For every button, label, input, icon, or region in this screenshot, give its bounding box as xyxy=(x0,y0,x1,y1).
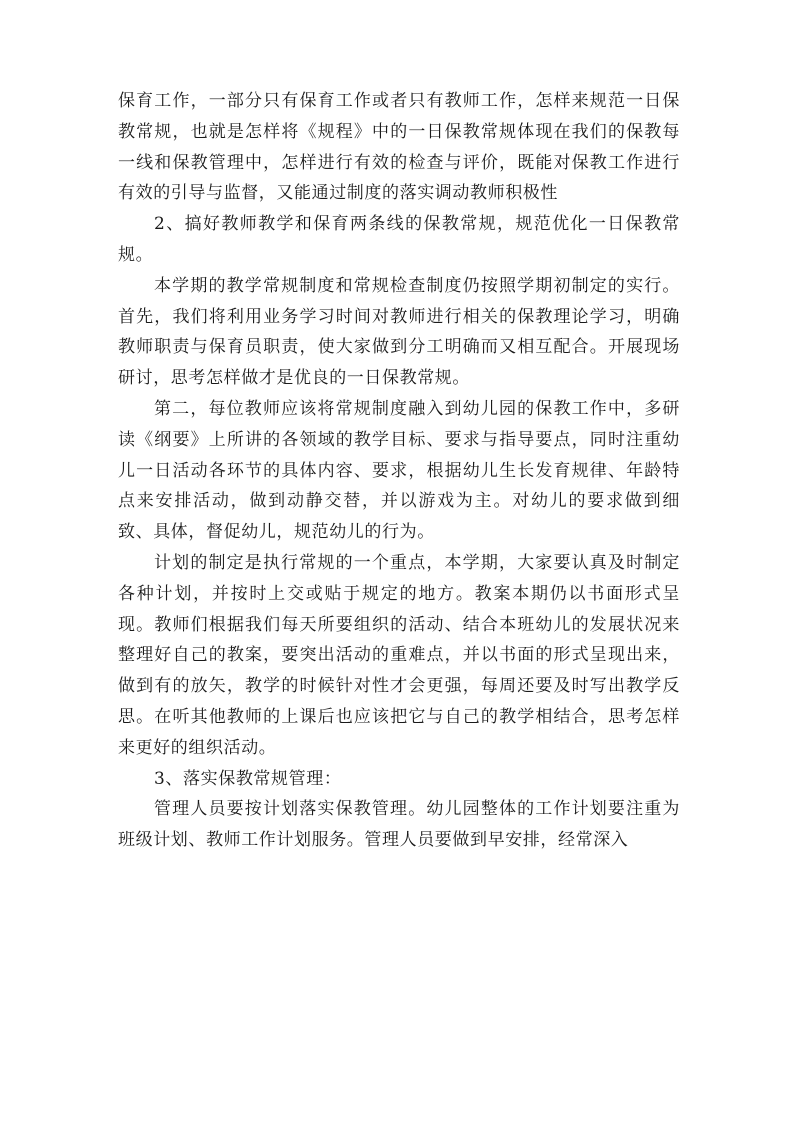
paragraph-5: 计划的制定是执行常规的一个重点，本学期，大家要认真及时制定各种计划，并按时上交或贴于规定的地方。教案本期仍以书面形式呈现。教师们根据我们每天所要组织的活动、结合本班幼儿的发展状况来整理好自己的教案，要突出活动的重难点，并以书面的形式呈现出来，做到有的放矢，教学的时候针对性才会更强，每周还要及时写出教学反思。在听其他教师的上课后也应该把它与自己的教学相结合，思考怎样来更好的组织活动。 xyxy=(118,552,680,758)
paragraph-1: 保育工作，一部分只有保育工作或者只有教师工作，怎样来规范一日保教常规，也就是怎样将《规程》中的一日保教常规体现在我们的保教每一线和保教管理中，怎样进行有效的检查与评价，既能对保教工作进行有效的引导与监督，又能通过制度的落实调动教师积极性 xyxy=(118,91,680,204)
paragraph-3: 本学期的教学常规制度和常规检查制度仍按照学期初制定的实行。首先，我们将利用业务学习时间对教师进行相关的保教理论学习，明确教师职责与保育员职责，使大家做到分工明确而又相互配合。开展现场研讨，思考怎样做才是优良的一日保教常规。 xyxy=(118,275,680,389)
document-page xyxy=(118,86,680,856)
paragraph-4: 第二，每位教师应该将常规制度融入到幼儿园的保教工作中，多研读《纲要》上所讲的各领域的教学目标、要求与指导要点，同时注重幼儿一日活动各环节的具体内容、要求，根据幼儿生长发育规律、年龄特点来安排活动，做到动静交替，并以游戏为主。对幼儿的要求做到细致、具体，督促幼儿，规范幼儿的行为。 xyxy=(118,398,680,543)
paragraph-6: 3、落实保教常规管理： xyxy=(154,768,342,789)
paragraph-2: 2、搞好教师教学和保育两条线的保教常规，规范优化一日保教常规。 xyxy=(118,214,680,265)
paragraph-7: 管理人员要按计划落实保教管理。幼儿园整体的工作计划要注重为班级计划、教师工作计划服务。管理人员要做到早安排，经常深入 xyxy=(118,799,680,851)
